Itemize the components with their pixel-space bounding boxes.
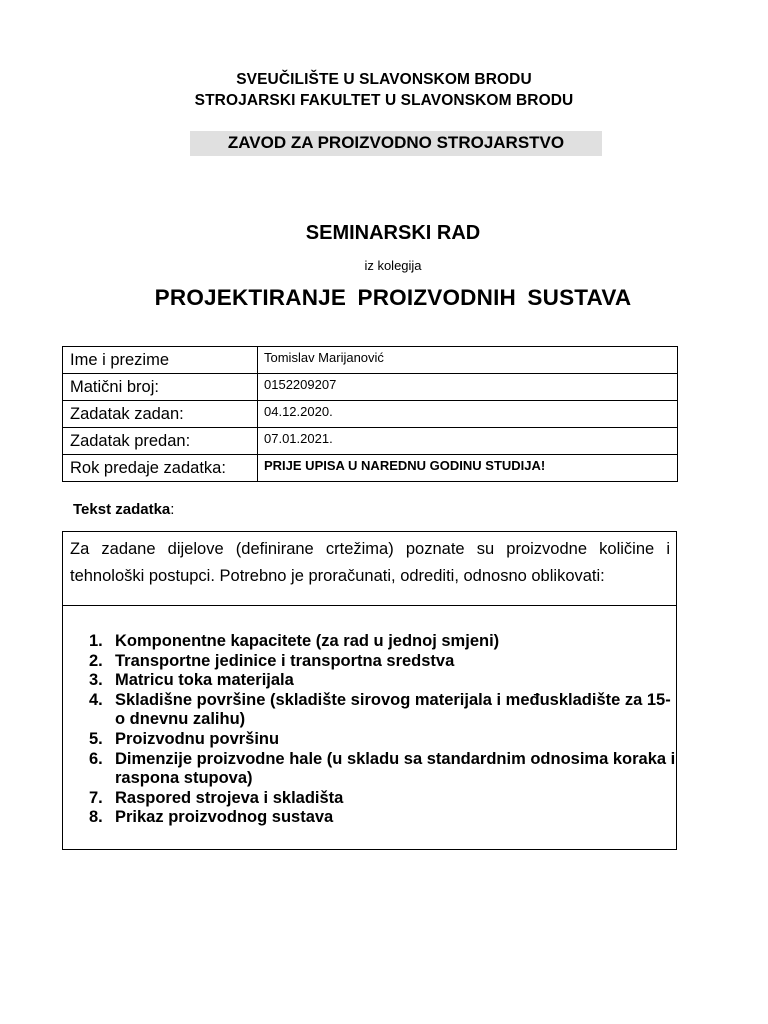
task-heading-colon: : <box>170 501 175 518</box>
info-value: Tomislav Marijanović <box>258 347 678 374</box>
list-item <box>89 652 679 672</box>
list-item-text: Skladišne površine (skladište sirovog materijala i međuskladište za 15-o dnevnu zalihu) <box>115 690 671 729</box>
list-item-text: Prikaz proizvodnog sustava <box>115 808 334 827</box>
list-item <box>89 730 679 750</box>
list-item <box>89 789 679 809</box>
list-item <box>89 671 679 691</box>
info-value: 04.12.2020. <box>258 401 678 428</box>
list-item-text: Komponentne kapacitete (za rad u jednoj smjeni) <box>115 632 500 650</box>
list-item-text: Dimenzije proizvodne hale (u skladu sa standardnim odnosima koraka i raspona stupova) <box>115 749 676 788</box>
course-intro: iz kolegija <box>364 258 422 273</box>
department-name: ZAVOD ZA PROIZVODNO STROJARSTVO <box>190 131 602 156</box>
task-heading-label: Tekst zadatka <box>73 501 171 518</box>
list-item-number: 3. <box>89 671 103 690</box>
list-item-number: 2. <box>89 651 103 670</box>
course-name: PROJEKTIRANJE PROIZVODNIH SUSTAVA <box>154 285 632 310</box>
list-item-text: Matricu toka materijala <box>115 671 294 690</box>
list-item <box>89 691 679 730</box>
info-label: Rok predaje zadatka: <box>63 455 258 482</box>
list-item-number: 5. <box>89 729 103 748</box>
list-item <box>89 808 679 828</box>
task-box <box>62 531 677 850</box>
list-item-number: 1. <box>89 632 103 650</box>
list-item-number: 6. <box>89 749 103 768</box>
task-divider <box>63 605 676 606</box>
info-label: Zadatak zadan: <box>63 401 258 428</box>
info-label: Zadatak predan: <box>63 428 258 455</box>
list-item-text: Transportne jedinice i transportna sredstva <box>115 651 455 670</box>
document-type-title: SEMINARSKI RAD <box>305 222 481 244</box>
list-item-number: 4. <box>89 690 103 709</box>
table-row <box>63 347 678 374</box>
info-value: 0152209207 <box>258 374 678 401</box>
task-heading <box>73 501 174 518</box>
list-item-number: 7. <box>89 788 103 807</box>
list-item-number: 8. <box>89 808 103 827</box>
table-row <box>63 401 678 428</box>
task-intro-text: Za zadane dijelove (definirane crtežima) poznate su proizvodne količine i tehnološki postupci. Potrebno je proračunati, odrediti, odnosno oblikovati: <box>70 540 670 585</box>
student-info-table <box>62 346 678 482</box>
table-row <box>63 374 678 401</box>
list-item-text: Raspored strojeva i skladišta <box>115 788 344 807</box>
list-item <box>89 632 679 652</box>
info-label: Ime i prezime <box>63 347 258 374</box>
university-name: SVEUČILIŠTE U SLAVONSKOM BRODU <box>236 71 532 88</box>
info-value: 07.01.2021. <box>258 428 678 455</box>
info-value: PRIJE UPISA U NAREDNU GODINU STUDIJA! <box>258 455 678 482</box>
table-row <box>63 428 678 455</box>
table-row <box>63 455 678 482</box>
list-item-text: Proizvodnu površinu <box>115 729 280 748</box>
list-item <box>89 750 679 789</box>
task-list <box>89 632 679 828</box>
faculty-name: STROJARSKI FAKULTET U SLAVONSKOM BRODU <box>194 92 574 109</box>
info-label: Matični broj: <box>63 374 258 401</box>
